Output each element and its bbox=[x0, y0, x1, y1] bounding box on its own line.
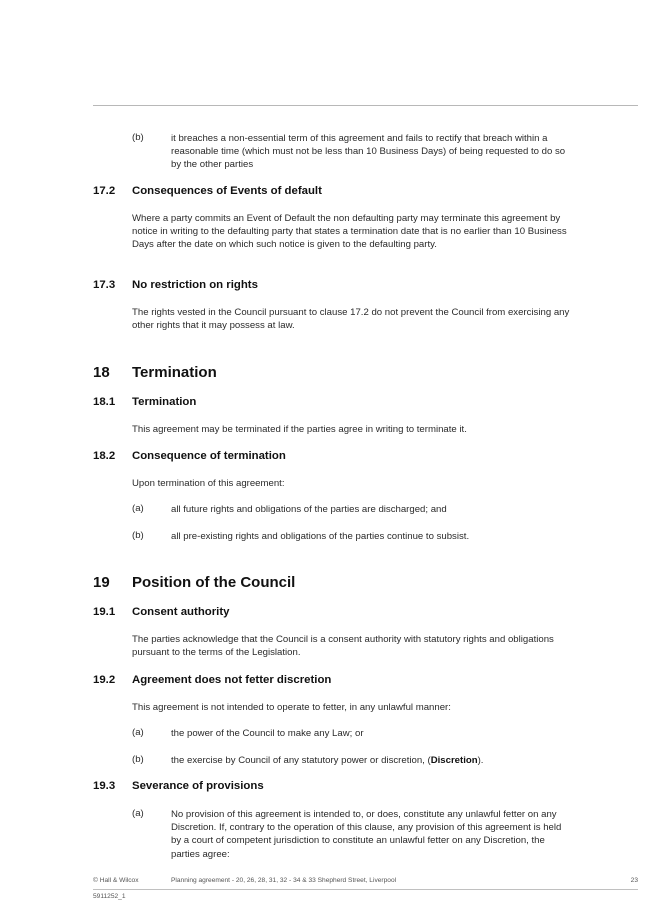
footer-doc-id: 5911252_1 bbox=[93, 893, 126, 900]
item-label: (b) bbox=[132, 754, 144, 765]
section-body: The rights vested in the Council pursuant to clause 17.2 do not prevent the Council from exercising any other rights that it may possess at law. bbox=[132, 307, 570, 332]
item-text: No provision of this agreement is intended to, or does, constitute any unlawful fetter on any Discretion. If, contrary to the operation of this clause, any provision of this agreement is held by a court of competent jurisdiction to constitute an unlawful fetter on any Discretion, the parties agree: bbox=[171, 809, 562, 860]
section-number: 18.1 bbox=[93, 396, 116, 408]
footer-firm: © Hall & Wilcox bbox=[93, 877, 139, 884]
section-body: The parties acknowledge that the Council is a consent authority with statutory rights and obligations pursuant to the terms of the Legislation. bbox=[132, 634, 554, 659]
chapter-number: 19 bbox=[93, 574, 110, 591]
section-heading: Severance of provisions bbox=[132, 780, 264, 792]
item-text: all pre-existing rights and obligations of the parties continue to subsist. bbox=[171, 531, 470, 542]
section-body: Upon termination of this agreement: bbox=[132, 478, 285, 489]
section-heading: Termination bbox=[132, 396, 197, 408]
item-text bbox=[171, 754, 571, 767]
section-number: 17.3 bbox=[93, 279, 116, 291]
section-heading: Agreement does not fetter discretion bbox=[132, 674, 332, 686]
item-label: (a) bbox=[132, 503, 144, 514]
item-text: all future rights and obligations of the parties are discharged; and bbox=[171, 504, 447, 515]
section-body: Where a party commits an Event of Default the non defaulting party may terminate this agreement by notice in writing to the defaulting party that states a termination date that is no earlier than 10 Business Days after the date on which such notice is given to the defaulting party. bbox=[132, 213, 567, 251]
chapter-number: 18 bbox=[93, 364, 110, 381]
item-text-before: the exercise by Council of any statutory power or discretion, ( bbox=[171, 755, 431, 766]
item-label: (a) bbox=[132, 727, 144, 738]
chapter-heading: Position of the Council bbox=[132, 574, 296, 591]
section-number: 19.2 bbox=[93, 674, 116, 686]
section-heading: Consent authority bbox=[132, 606, 230, 618]
header-rule bbox=[93, 105, 638, 106]
section-number: 17.2 bbox=[93, 185, 116, 197]
section-number: 18.2 bbox=[93, 450, 116, 462]
defined-term: Discretion bbox=[430, 755, 478, 766]
section-heading: Consequences of Events of default bbox=[132, 185, 322, 197]
section-body: This agreement may be terminated if the parties agree in writing to terminate it. bbox=[132, 424, 467, 435]
section-body: This agreement is not intended to operate to fetter, in any unlawful manner: bbox=[132, 702, 451, 713]
chapter-heading: Termination bbox=[132, 364, 217, 381]
section-number: 19.1 bbox=[93, 606, 116, 618]
item-label: (a) bbox=[132, 808, 144, 819]
item-label: (b) bbox=[132, 132, 144, 143]
item-text-after: ). bbox=[477, 755, 484, 766]
section-heading: Consequence of termination bbox=[132, 450, 286, 462]
item-label: (b) bbox=[132, 530, 144, 541]
section-heading: No restriction on rights bbox=[132, 279, 258, 291]
item-text: it breaches a non-essential term of this agreement and fails to rectify that breach within a reasonable time (which must not be less than 10 Business Days) of being requested to do so by the other parties bbox=[171, 133, 566, 171]
item-text: the power of the Council to make any Law; or bbox=[171, 728, 364, 739]
footer-rule bbox=[93, 889, 638, 890]
footer-document-title: Planning agreement - 20, 26, 28, 31, 32 - 34 & 33 Shepherd Street, Liverpool bbox=[171, 877, 397, 884]
page-number: 23 bbox=[630, 877, 638, 884]
section-number: 19.3 bbox=[93, 780, 116, 792]
